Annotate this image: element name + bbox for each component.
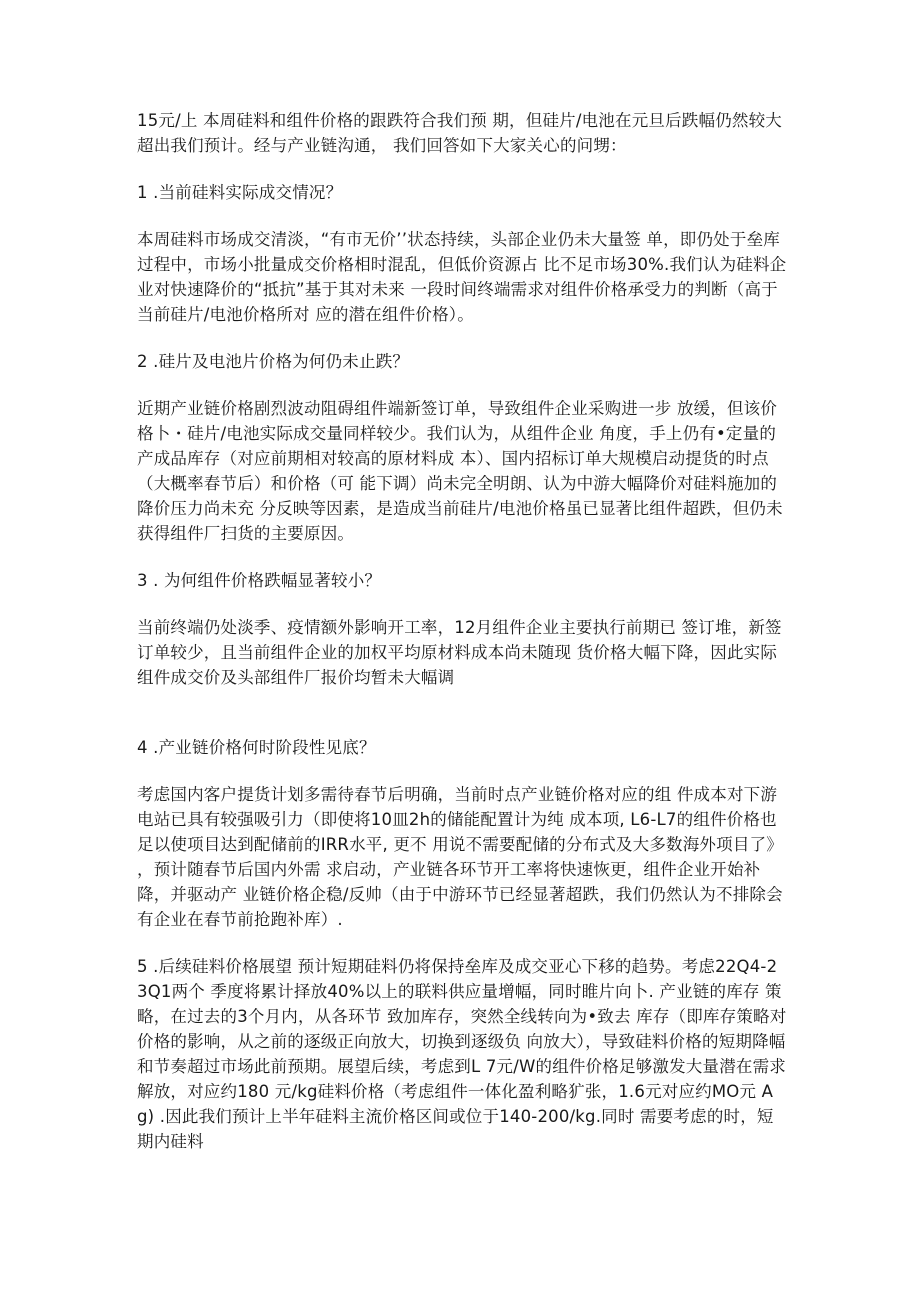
document-body xyxy=(137,108,787,1154)
section-1-heading: 1 .当前硅料实际成交情况？ xyxy=(137,183,343,202)
section-3-body: 当前终端仍处淡季、疫情额外影响开工率，12月组件企业主要执行前期已 签订堆，新签订单较少，且当前组件企业的加权平均原材料成本尚未随现 货价格大幅下降，因此实际组件成交价及头部组件厂报价均暂未大幅调 xyxy=(137,618,782,687)
section-4-body: 考虑国内客户提货计划多需待春节后明确，当前时点产业链价格对应的组 件成本对下游电站已具有较强吸引力（即使将10皿2h的储能配置计为纯 成本项, L6-L7的组件价格也足以使项目达到配储前的IRR水平, 更不 用说不需要配储的分布式及大多数海外项目了》 ，预计随春节后国内外需 求启动，产业链各环节开工率将快速恢更，组件企业开始补降，并驱动产 业链价格企稳/反帅（由于中游环节已经显著超跌，我们仍然认为不排除会 有企业在春节前抢跑补库）. xyxy=(137,785,783,929)
section-2-heading: 2 .硅片及电池片价格为何仍未止跌？ xyxy=(137,352,410,371)
section-3-heading: 3 . 为何组件价格跌幅显著较小？ xyxy=(137,571,382,590)
intro-paragraph: 15元/上 本周硅料和组件价格的跟跌符合我们预 期，但硅片/电池在元旦后跌幅仍然较大超出我们预计。经与产业链沟通， 我们回答如下大家关心的问甥： xyxy=(137,111,783,155)
section-4-heading: 4 .产业链价格何时阶段性见底？ xyxy=(137,738,376,757)
section-5-body: 5 .后续硅料价格展望 预计短期硅料仍将保持垒库及成交亚心下移的趋势。考虑22Q4-23Q1两个 季度将累计择放40%以上的联料供应量增幅，同时睢片向卜. 产业链的库存 策略，在过去的3个月内，从各环节 致加库存，突然全线转向为•致去 库存（即库存策略对价格的影响，从之前的逐级正向放大，切换到逐级负 向放大），导致硅料价格的短期降幅和节奏超过市场此前预期。展望后续，考虑到L 7元/W的组件价格足够激发大量潜在需求解放，对应约180 元/kg硅料价格（考虑组件一体化盈利略犷张，1.6元对应约MO元 Ag) .因此我们预计上半年硅料主流价格区间或位于140-200/kg.同时 需要考虑的时，短期内硅料 xyxy=(137,957,787,1151)
section-1-body: 本周硅料市场成交清淡，“有市无价’’状态持续，头部企业仍未大量签 单，即仍处于垒库过程中，市场小批量成交价格相时混乱，但低价资源占 比不足市场30%.我们认为硅料企业对快速降价的“抵抗”基于其对未来 一段时间终端需求对组件价格承受力的判断（高于当前硅片/电池价格所对 应的潜在组件价格）。 xyxy=(137,230,787,324)
section-2-body: 近期产业链价格剧烈波动阻碍组件端新签订单，导致组件企业采购进一步 放缓，但该价格卜・硅片/电池实际成交量同样较少。我们认为，从组件企业 角度，手上仍有•定量的产成品库存（对应前期相对较高的原材料成 本）、国内招标订单大规模启动提货的时点（大概率春节后）和价格（可 能下调）尚未完全明朗、认为中游大幅降价对硅料施加的降价压力尚未充 分反映等因素，是造成当前硅片/电池价格虽已显著比组件超跌，但仍未 获得组件厂扫货的主要原因。 xyxy=(137,399,783,543)
